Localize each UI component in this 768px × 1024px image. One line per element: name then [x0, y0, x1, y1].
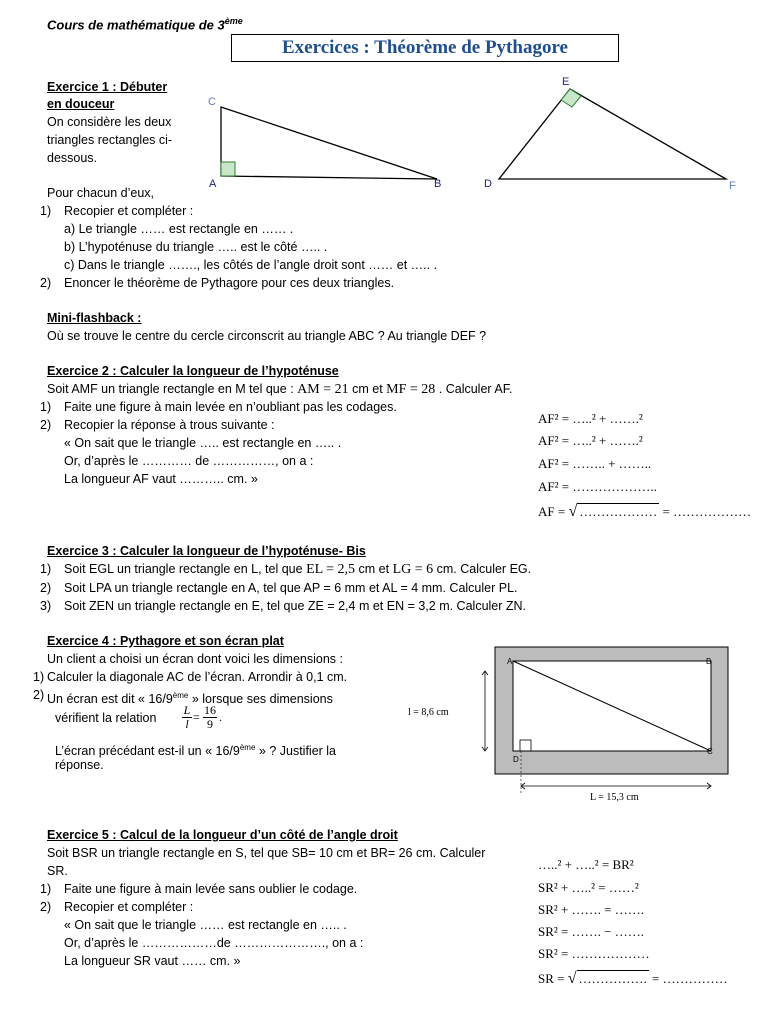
ex5-formula-5: SR² = ……………… [538, 946, 650, 961]
label-f: F [729, 180, 736, 192]
label-a: A [209, 178, 217, 190]
ex4-intro: Un client a choisi un écran dont voici les dimensions : [47, 652, 343, 666]
ex5-q3: La longueur SR vaut …… cm. » [64, 954, 241, 968]
ex2-item2-num: 2) [40, 418, 52, 432]
ex4-relation: vérifient la relation [55, 711, 157, 725]
ex3-item3-num: 3) [40, 599, 52, 613]
ex2-formula-1: AF² = …..² + …….² [538, 411, 643, 426]
ex2-heading: Exercice 2 : Calculer la longueur de l’hypoténuse [47, 364, 339, 378]
ex2-formula-2: AF² = …..² + …….² [538, 433, 643, 448]
flashback-question: Où se trouve le centre du cercle circonscrit au triangle ABC ? Au triangle DEF ? [47, 329, 487, 343]
label-e: E [562, 76, 570, 88]
ex1-pour: Pour chacun d’eux, [47, 186, 155, 200]
ex2-q3: La longueur AF vaut ……….. cm. » [64, 472, 258, 486]
ex3-item2: Soit LPA un triangle rectangle en A, tel que AP = 6 mm et AL = 4 mm. Calculer PL. [64, 581, 518, 595]
ex1-heading-line1: Exercice 1 : Débuter [47, 80, 168, 94]
screen-label-width: l = 8,6 cm [408, 707, 449, 718]
ex2-item1: Faite une figure à main levée en n’oubliant pas les codages. [64, 400, 397, 414]
ex2-line1: Soit AMF un triangle rectangle en M tel que : AM = 21 cm et MF = 28 . Calculer AF. [47, 382, 513, 397]
triangle-def-figure [480, 72, 740, 197]
ex5-formula-4: SR² = ……. − ……. [538, 924, 644, 939]
ex1-intro-2: triangles rectangles ci- [47, 133, 173, 147]
ex4-item2: Un écran est dit « 16/9ème » lorsque ses dimensions [47, 691, 333, 707]
ex3-item1: Soit EGL un triangle rectangle en L, tel que EL = 2,5 cm et LG = 6 cm. Calculer EG. [64, 562, 532, 577]
label-c: C [208, 96, 216, 108]
ex1-item2-num: 2) [40, 276, 52, 290]
screen-label-c: C [707, 747, 713, 756]
ex5-item2: Recopier et compléter : [64, 900, 194, 914]
ex4-frac-right: 16 9 [204, 703, 216, 731]
ex2-q2: Or, d’après le ………… de ……………, on a : [64, 454, 314, 468]
ex4-frac-left: L l [183, 703, 191, 731]
ex1-intro-1: On considère les deux [47, 115, 172, 129]
screen-label-d: D [513, 755, 519, 764]
ex2-formula-5: AF = √ ……………… = ……………… [538, 503, 752, 520]
screen-label-a: A [507, 657, 513, 666]
ex3-item1-num: 1) [40, 562, 52, 576]
ex1-item1-num: 1) [40, 204, 52, 218]
ex5-formula-1: …..² + …..² = BR² [538, 857, 634, 872]
ex4-item1-num: 1) [33, 670, 45, 684]
ex2-formula-4: AF² = ……………….. [538, 479, 657, 494]
ex5-line1b: SR. [47, 864, 68, 878]
ex4-item1: Calculer la diagonale AC de l’écran. Arrondir à 0,1 cm. [47, 670, 348, 684]
ex5-item1: Faite une figure à main levée sans oublier le codage. [64, 882, 358, 896]
ex2-formula-3: AF² = …….. + …….. [538, 456, 652, 471]
ex5-item2-num: 2) [40, 900, 52, 914]
ex1-sub-a: a) Le triangle …… est rectangle en …… . [64, 222, 294, 236]
ex2-item1-num: 1) [40, 400, 52, 414]
ex1-sub-b: b) L’hypoténuse du triangle ….. est le côté ….. . [64, 240, 328, 254]
ex4-heading: Exercice 4 : Pythagore et son écran plat [47, 634, 284, 648]
course-header: Cours de mathématique de 3ème [47, 16, 243, 33]
ex4-item2-num: 2) [33, 688, 45, 702]
ex4-frac-eq: = [193, 710, 200, 724]
label-b: B [434, 178, 442, 190]
screen-label-length: L = 15,3 cm [590, 792, 639, 803]
ex5-formula-6: SR = √ ……………. = …………… [538, 970, 728, 987]
ex3-item2-num: 2) [40, 581, 52, 595]
ex2-item2: Recopier la réponse à trous suivante : [64, 418, 275, 432]
ex1-sub-c: c) Dans le triangle ……., les côtés de l’angle droit sont …… et ….. . [64, 258, 438, 272]
page-title: Exercices : Théorème de Pythagore [231, 34, 619, 62]
label-d: D [484, 178, 492, 190]
ex1-item2: Enoncer le théorème de Pythagore pour ces deux triangles. [64, 276, 395, 290]
ex4-question-2: réponse. [55, 758, 104, 772]
ex5-heading: Exercice 5 : Calcul de la longueur d’un côté de l’angle droit [47, 828, 398, 842]
ex5-q1: « On sait que le triangle …… est rectangle en ….. . [64, 918, 347, 932]
ex1-item1: Recopier et compléter : [64, 204, 194, 218]
ex5-item1-num: 1) [40, 882, 52, 896]
ex4-question: L’écran précédant est-il un « 16/9ème » ? Justifier la [55, 743, 337, 759]
flashback-heading: Mini-flashback : [47, 311, 142, 325]
ex1-intro-3: dessous. [47, 151, 98, 165]
screen-figure [400, 644, 740, 809]
ex5-line1: Soit BSR un triangle rectangle en S, tel que SB= 10 cm et BR= 26 cm. Calculer [47, 846, 486, 860]
ex1-heading-line2: en douceur [47, 97, 115, 111]
ex5-formula-2: SR² + …..² = ……² [538, 880, 639, 895]
ex3-item3: Soit ZEN un triangle rectangle en E, tel que ZE = 2,4 m et EN = 3,2 m. Calculer ZN. [64, 599, 527, 613]
ex3-heading: Exercice 3 : Calculer la longueur de l’hypoténuse- Bis [47, 544, 366, 558]
ex2-q1: « On sait que le triangle ….. est rectangle en ….. . [64, 436, 342, 450]
triangle-abc-figure [200, 90, 460, 195]
ex5-formula-3: SR² + ……. = ……. [538, 902, 644, 917]
ex4-frac-dot: . [219, 710, 222, 724]
ex5-q2: Or, d’après le ………………de …………………., on a : [64, 936, 364, 950]
screen-label-b: B [706, 657, 712, 666]
